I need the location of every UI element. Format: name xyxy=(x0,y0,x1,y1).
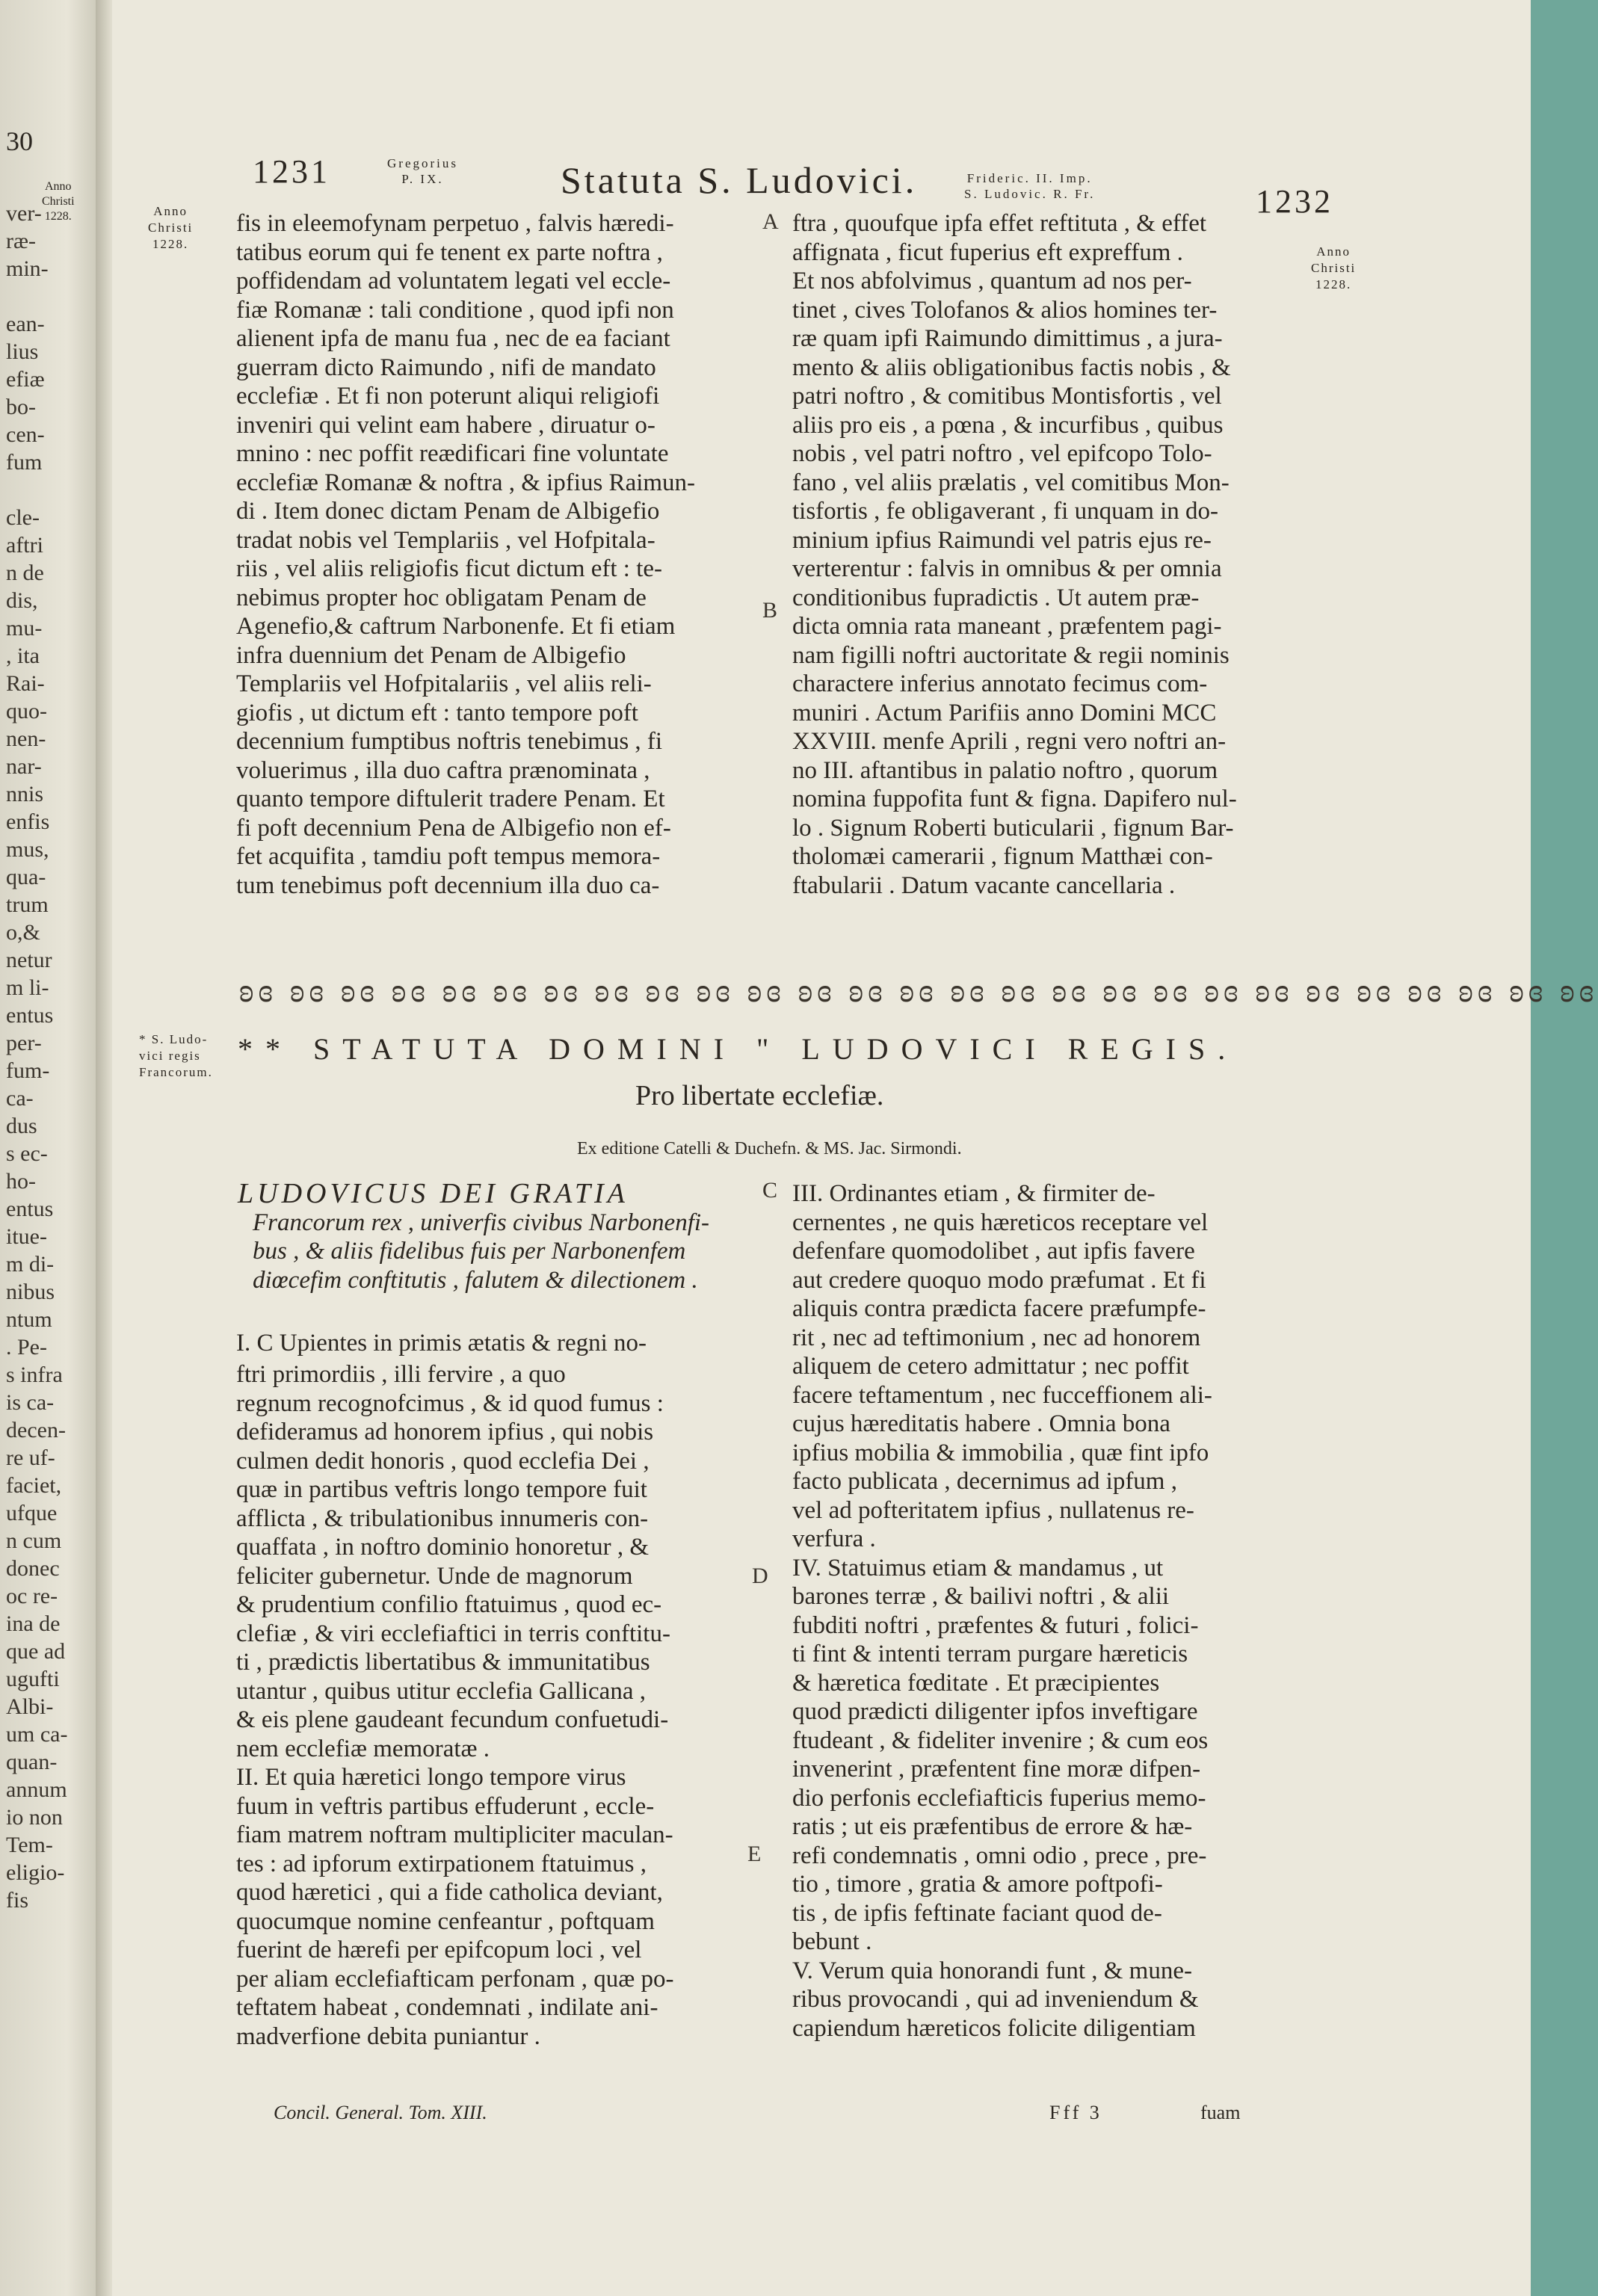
section-letter-d: D xyxy=(752,1564,768,1588)
section-letter-c: C xyxy=(762,1178,778,1203)
previous-page-fragment: cle- xyxy=(6,505,40,530)
previous-page-fragment: decen- xyxy=(6,1418,66,1442)
text-line: quanto tempore diftulerit tradere Penam. Et xyxy=(236,786,665,812)
previous-page-fragment: lius xyxy=(6,339,39,364)
footer-volume: Concil. General. Tom. XIII. xyxy=(274,2102,487,2123)
previous-page-fragment: n cum xyxy=(6,1528,62,1553)
text-line: tisfortis , fe obligaverant , fi unquam in do- xyxy=(792,498,1219,525)
previous-page-fragment: que ad xyxy=(6,1639,66,1664)
text-line: III. Ordinantes etiam , & firmiter de- xyxy=(792,1180,1156,1207)
previous-page-fragment: entus xyxy=(6,1197,54,1221)
previous-page-fragment: nnis xyxy=(6,782,44,806)
text-line: tatibus eorum qui fe tenent ex parte noftra , xyxy=(236,238,663,266)
previous-page-fragment: ca- xyxy=(6,1086,34,1111)
book-page xyxy=(112,0,1598,2296)
text-line: verfura . xyxy=(792,1525,876,1552)
previous-page-fragment: efiæ xyxy=(6,367,45,392)
previous-page-fragment: netur xyxy=(6,948,52,972)
text-line: mnino : nec poffit reædificari fine voluntate xyxy=(236,440,669,467)
text-line: aliquis contra prædicta facere præfumpfe- xyxy=(792,1295,1206,1322)
left-margin-year-note: Anno Christi 1228. xyxy=(148,204,194,251)
text-line: culmen dedit honoris , quod ecclefia Dei , xyxy=(236,1447,650,1475)
text-line: ræ quam ipfi Raimundo dimittimus , a jura- xyxy=(792,325,1223,352)
section-letter-b: B xyxy=(762,598,778,623)
text-line: cernentes , ne quis hæreticos receptare vel xyxy=(792,1209,1209,1236)
text-line: quod hæretici , qui a fide catholica deviant, xyxy=(236,1879,663,1906)
previous-page-fragment: quan- xyxy=(6,1750,58,1774)
text-line: dicta omnia rata maneant , præfentem pagi- xyxy=(792,613,1222,640)
text-line: giofis , ut dictum eft : tanto tempore poft xyxy=(236,699,638,726)
text-line: regnum recognofcimus , & id quod fumus : xyxy=(236,1389,664,1417)
text-line: decennium fumptibus noftris tenebimus , fi xyxy=(236,728,663,755)
previous-page-fragment: ver- xyxy=(6,201,42,226)
previous-page-fragment: n de xyxy=(6,561,44,585)
previous-page-fragment: nar- xyxy=(6,754,42,779)
text-line: conditionibus fupradictis . Ut autem præ- xyxy=(792,584,1200,611)
text-line: aut credere quoquo modo præfumat . Et fi xyxy=(792,1266,1206,1294)
previous-page-fragment: donec xyxy=(6,1556,60,1581)
text-line: ipfius mobilia & immobilia , quæ fint ipfo xyxy=(792,1439,1209,1466)
previous-page-fragment: fis xyxy=(6,1888,28,1913)
text-line: infra duennium det Penam de Albigefio xyxy=(236,641,626,669)
text-line: teftatem habeat , condemnati , indilate ani- xyxy=(236,1994,658,2021)
text-line: tum tenebimus poft decennium illa duo ca- xyxy=(236,871,660,899)
previous-page-fragment: dus xyxy=(6,1114,37,1138)
previous-page-fragment: cen- xyxy=(6,422,45,447)
text-line: tradat nobis vel Templariis , vel Hofpitala- xyxy=(236,526,655,554)
text-line: & eis plene gaudeant fecundum confuetudi- xyxy=(236,1706,669,1733)
previous-page-fragment: itue- xyxy=(6,1224,47,1249)
previous-page-fragment: eligio- xyxy=(6,1860,65,1885)
footer-signature: Fff 3 xyxy=(1049,2102,1102,2123)
text-line: poffidendam ad voluntatem legati vel eccle- xyxy=(236,268,671,294)
text-line: mento & aliis obligationibus factis nobis , & xyxy=(792,354,1231,381)
previous-page-fragment: um ca- xyxy=(6,1722,68,1747)
text-line: madverfione debita puniantur . xyxy=(236,2022,540,2050)
previous-page-fragment: annum xyxy=(6,1777,67,1802)
previous-page-fragment: faciet, xyxy=(6,1473,62,1498)
section-letter-a: A xyxy=(762,209,779,234)
text-line: tes : ad ipforum extirpationem ftatuimus , xyxy=(236,1850,647,1877)
text-line: facto publicata , decernimus ad ipfum , xyxy=(792,1468,1177,1495)
previous-page-fragment: ina de xyxy=(6,1611,61,1636)
right-running-head: Frideric. II. Imp. S. Ludovic. R. Fr. xyxy=(964,171,1096,201)
text-line: defideramus ad honorem ipfius , qui nobis xyxy=(236,1419,654,1445)
text-line: ti , prædictis libertatibus & immunitatibus xyxy=(236,1649,650,1676)
decorative-ornament-band: ʚɞ ʚɞ ʚɞ ʚɞ ʚɞ ʚɞ ʚɞ ʚɞ ʚɞ ʚɞ ʚɞ ʚɞ ʚɞ ʚɞ ʚɞ ʚɞ ʚɞ ʚɞ ʚɞ ʚɞ ʚɞ ʚɞ ʚɞ ʚɞ ʚɞ ʚɞ ʚɞ xyxy=(239,972,1598,1009)
text-line: ftabularii . Datum vacante cancellaria . xyxy=(792,871,1176,899)
previous-page-number: 30 xyxy=(6,126,33,156)
previous-page-fragment: m di- xyxy=(6,1252,55,1277)
text-line: lo . Signum Roberti buticularii , fignum Bar- xyxy=(792,814,1234,842)
text-line: minium ipfius Raimundi vel patris ejus re- xyxy=(792,526,1212,554)
text-line: clefiæ , & viri ecclefiaftici in terris conftitu- xyxy=(236,1620,670,1647)
previous-page-fragment: , ita xyxy=(6,644,40,668)
text-line: afflicta , & tribulationibus innumeris con- xyxy=(236,1505,649,1532)
text-line: fi poft decennium Pena de Albigefio non ef- xyxy=(236,814,671,842)
text-line: nomina fuppofita funt & figna. Dapifero nul- xyxy=(792,786,1237,812)
text-line: ftra , quoufque ipfa effet reftituta , & effet xyxy=(792,210,1207,237)
previous-page-fragment: ean- xyxy=(6,312,45,336)
text-line: refi condemnatis , omni odio , prece , pre- xyxy=(792,1842,1207,1869)
text-line: fet acquifita , tamdiu poft tempus memora- xyxy=(236,843,661,870)
text-line: nebimus propter hoc obligatam Penam de xyxy=(236,584,647,611)
previous-page-fragment: trum xyxy=(6,892,49,917)
text-line: XXVIII. menfe Aprili , regni vero noftri an- xyxy=(792,728,1227,755)
statuta-margin-note: * S. Ludo- vici regis Francorum. xyxy=(139,1032,213,1079)
column-2-bottom-text xyxy=(792,1179,1315,2043)
text-line: aliis pro eis , a pœna , & incurfibus , quibus xyxy=(792,411,1224,439)
left-running-head: Gregorius P. IX. xyxy=(387,156,458,186)
letter-salutation: LUDOVICUS DEI GRATIA Francorum rex , univerfis civibus Narbonenfi- bus , & aliis fidelibus fuis per Narbonenfem diœcefim conftitutis , falutem & dilectionem . xyxy=(238,1178,710,1294)
paragraph-1-first-line: I. C Upientes in primis ætatis & regni no- xyxy=(236,1330,647,1357)
previous-page-fragment: Rai- xyxy=(6,671,45,696)
text-line: Agenefio,& caftrum Narbonenfe. Et fi etiam xyxy=(236,613,676,640)
text-line: utantur , quibus utitur ecclefia Gallicana , xyxy=(236,1677,646,1705)
previous-page-fragment: bo- xyxy=(6,395,36,419)
text-line: Et nos abfolvimus , quantum ad nos per- xyxy=(792,268,1192,294)
text-line: fiam matrem noftram multipliciter maculan- xyxy=(236,1821,673,1848)
right-margin-year-note: Anno Christi 1228. xyxy=(1311,244,1357,291)
text-line: quaffata , in noftro dominio honoretur , & xyxy=(236,1534,650,1561)
text-line: vel ad pofteritatem ipfius , nullatenus re- xyxy=(792,1496,1194,1524)
previous-page-fragment: entus xyxy=(6,1003,54,1028)
text-line: di . Item donec dictam Penam de Albigefio xyxy=(236,498,660,525)
previous-page-fragment: ugufti xyxy=(6,1667,60,1691)
previous-page-fragment: per- xyxy=(6,1031,42,1055)
statuta-edition-note: Ex editione Catelli & Duchefn. & MS. Jac. Sirmondi. xyxy=(577,1139,962,1158)
text-line: dio perfonis ecclefiafticis fuperius memo- xyxy=(792,1784,1206,1812)
text-line: IV. Statuimus etiam & mandamus , ut xyxy=(792,1554,1164,1581)
text-line: affignata , ficut fuperius eft expreffum . xyxy=(792,238,1183,266)
text-line: tis , de ipfis feftinate faciant quod de- xyxy=(792,1899,1162,1927)
previous-page-fragment: qua- xyxy=(6,865,46,889)
text-line: aliquem de cetero admittatur ; nec poffit xyxy=(792,1353,1189,1380)
previous-page-fragment: nen- xyxy=(6,726,46,751)
text-line: nem ecclefiæ memoratæ . xyxy=(236,1735,490,1762)
previous-page-fragment: m li- xyxy=(6,975,49,1000)
text-line: V. Verum quia honorandi funt , & mune- xyxy=(792,1957,1192,1984)
previous-page-fragment: ho- xyxy=(6,1169,36,1194)
previous-page-fragment: ntum xyxy=(6,1307,52,1332)
previous-page-fragment: dis, xyxy=(6,588,38,613)
previous-page-fragment: fum- xyxy=(6,1058,50,1083)
previous-page-fragment: is ca- xyxy=(6,1390,55,1415)
text-line: ftudeant , & fideliter invenire ; & cum eos xyxy=(792,1726,1209,1754)
text-line: riis , vel aliis religiofis ficut dictum eft : te- xyxy=(236,555,663,582)
text-line: no III. aftantibus in palatio noftro , quorum xyxy=(792,756,1218,784)
text-line: II. Et quia hæretici longo tempore virus xyxy=(236,1764,626,1791)
previous-page-fragment: aftri xyxy=(6,533,43,558)
previous-page-fragment: oc re- xyxy=(6,1584,58,1608)
previous-page-fragment: mus, xyxy=(6,837,49,862)
text-line: alienent ipfa de manu fua , nec de ea faciant xyxy=(236,325,670,352)
previous-page-fragment: . Pe- xyxy=(6,1335,47,1360)
previous-page-fragment: quo- xyxy=(6,699,47,723)
text-line: & prudentium confilio ftatuimus , quod ec- xyxy=(236,1591,662,1618)
page-title: Statuta S. Ludovici. xyxy=(561,159,918,201)
text-line: nobis , vel patri noftro , vel epifcopo Tolo- xyxy=(792,440,1212,467)
right-page-number: 1232 xyxy=(1256,183,1333,220)
book-gutter xyxy=(96,0,112,2296)
text-line: per aliam ecclefiafticam perfonam , quæ po- xyxy=(236,1965,674,1993)
text-line: facere teftamentum , nec fucceffionem ali- xyxy=(792,1381,1212,1409)
text-line: quocumque nomine cenfeantur , poftquam xyxy=(236,1907,655,1935)
text-line: ftri primordiis , illi fervire , a quo xyxy=(236,1361,566,1388)
previous-page-fragment: nibus xyxy=(6,1280,55,1304)
text-line: guerram dicto Raimundo , nifi de mandato xyxy=(236,354,656,381)
previous-page-fragment: enfis xyxy=(6,809,50,834)
column-1-top-text xyxy=(236,209,752,900)
text-line: fubditi noftri , præfentes & futuri , folici- xyxy=(792,1611,1199,1639)
text-line: charactere inferius annotato fecimus com- xyxy=(792,670,1208,697)
text-line: quod prædicti diligenter ipfos inveftigare xyxy=(792,1698,1198,1725)
text-line: fano , vel aliis prælatis , vel comitibus Mon- xyxy=(792,469,1230,496)
previous-page-fragment: min- xyxy=(6,256,49,281)
previous-page-fragment: re uf- xyxy=(6,1445,55,1470)
previous-page-fragment: s infra xyxy=(6,1363,63,1387)
text-line: fis in eleemofynam perpetuo , falvis hæredi- xyxy=(236,210,674,237)
text-line: invenerint , præfentent fine moræ difpen- xyxy=(792,1756,1201,1783)
section-letter-e: E xyxy=(747,1842,762,1866)
previous-page-fragment: ufque xyxy=(6,1501,58,1525)
text-line: muniri . Actum Parifiis anno Domini MCC xyxy=(792,699,1217,726)
text-line: fuerint de hærefi per epifcopum loci , vel xyxy=(236,1937,642,1963)
text-line: tio , timore , gratia & amore poftpofi- xyxy=(792,1871,1163,1898)
previous-page-year-note: Anno Christi 1228. xyxy=(42,180,75,223)
left-page-number: 1231 xyxy=(253,153,330,190)
text-line: tinet , cives Tolofanos & alios homines ter- xyxy=(792,296,1218,324)
text-line: cujus hæreditatis habere . Omnia bona xyxy=(792,1410,1170,1437)
text-line: patri noftro , & comitibus Montisfortis , vel xyxy=(792,383,1222,410)
previous-page-fragment: ræ- xyxy=(6,229,36,253)
statuta-title: ** STATUTA DOMINI " LUDOVICI REGIS. xyxy=(238,1032,1238,1066)
text-line: voluerimus , illa duo caftra prænominata , xyxy=(236,756,650,784)
previous-page-fragment: fum xyxy=(6,450,43,475)
previous-page-fragment: s ec- xyxy=(6,1141,48,1166)
text-line: bebunt . xyxy=(792,1928,872,1955)
footer-catchword: fuam xyxy=(1200,2102,1241,2123)
text-line: Templariis vel Hofpitalariis , vel aliis reli- xyxy=(236,670,652,697)
text-line: ratis ; ut eis præfentibus de errore & hæ- xyxy=(792,1813,1193,1840)
text-line: inveniri qui velint eam habere , diruatur o- xyxy=(236,411,655,439)
previous-page-fragment: Tem- xyxy=(6,1833,53,1857)
text-line: nam figilli noftri auctoritate & regii nominis xyxy=(792,641,1230,669)
column-1-bottom-text xyxy=(236,1360,752,2051)
previous-page-fragment: o,& xyxy=(6,920,40,945)
text-line: ecclefiæ Romanæ & noftra , & ipfius Raimun- xyxy=(236,469,696,496)
text-line: fiæ Romanæ : tali conditione , quod ipfi non xyxy=(236,296,674,324)
previous-page-edge xyxy=(0,0,96,2296)
text-line: defenfare quomodolibet , aut ipfis favere xyxy=(792,1238,1195,1265)
text-line: rit , nec ad teftimonium , nec ad honorem xyxy=(792,1324,1201,1351)
previous-page-fragment: io non xyxy=(6,1805,63,1830)
previous-page-fragment: mu- xyxy=(6,616,43,641)
text-line: barones terræ , & bailivi noftri , & alii xyxy=(792,1583,1170,1610)
text-line: ti fint & intenti terram purgare hæreticis xyxy=(792,1641,1188,1667)
text-line: capiendum hæreticos folicite diligentiam xyxy=(792,2014,1196,2042)
text-line: verterentur : falvis in omnibus & per omnia xyxy=(792,555,1222,582)
text-line: ecclefiæ . Et fi non poterunt aliqui religiofi xyxy=(236,383,660,410)
statuta-subtitle: Pro libertate ecclefiæ. xyxy=(635,1080,884,1111)
column-2-top-text xyxy=(792,209,1315,900)
text-line: feliciter gubernetur. Unde de magnorum xyxy=(236,1562,633,1590)
text-line: ribus provocandi , qui ad inveniendum & xyxy=(792,1986,1199,2013)
text-line: fuum in veftris partibus effuderunt , eccle- xyxy=(236,1792,655,1820)
previous-page-fragment: Albi- xyxy=(6,1694,54,1719)
text-line: & hæretica fœditate . Et præcipientes xyxy=(792,1669,1160,1697)
text-line: tholomæi camerarii , fignum Matthæi con- xyxy=(792,843,1213,870)
text-line: quæ in partibus veftris longo tempore fuit xyxy=(236,1476,647,1503)
